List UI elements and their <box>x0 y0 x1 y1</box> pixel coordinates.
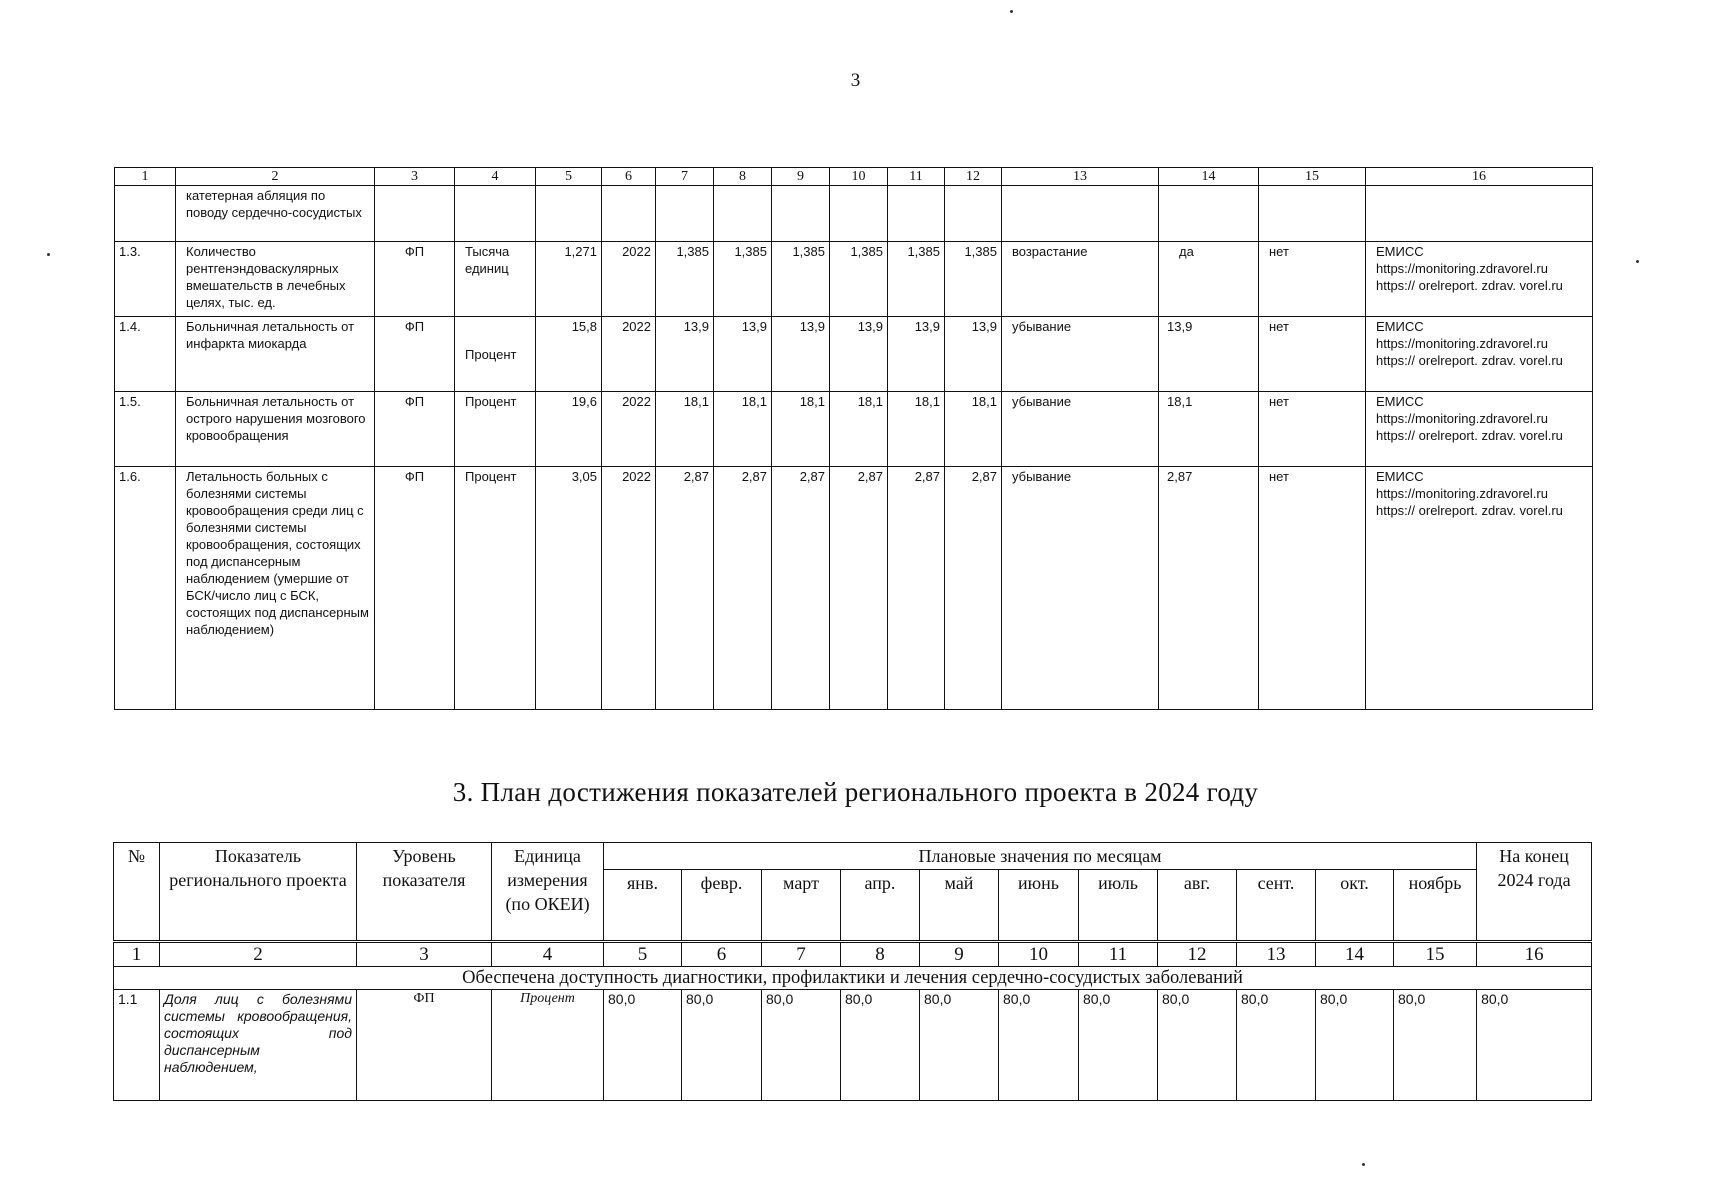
column-index: 5 <box>536 168 602 186</box>
column-index: 12 <box>1158 942 1237 967</box>
value-cell: 1,385 <box>830 242 888 317</box>
column-14-cell: 13,9 <box>1159 317 1259 392</box>
source-cell <box>1366 392 1593 467</box>
month-header: апр. <box>841 870 920 942</box>
month-header: февр. <box>682 870 762 942</box>
value-cell: 13,9 <box>714 317 772 392</box>
month-header: сент. <box>1237 870 1316 942</box>
source-name: ЕМИСС <box>1376 244 1424 259</box>
indicator-level: ФП <box>375 392 455 467</box>
scan-speck <box>1362 1163 1365 1166</box>
column-14-cell: да <box>1159 242 1259 317</box>
header-num: № <box>114 843 160 942</box>
column-index: 15 <box>1394 942 1477 967</box>
value-cell: 1,385 <box>714 242 772 317</box>
trend-cell: возрастание <box>1002 242 1159 317</box>
source-link: https:// orelreport. zdrav. vorel.ru <box>1376 353 1563 368</box>
source-link: https:// orelreport. zdrav. vorel.ru <box>1376 428 1563 443</box>
section-heading: Обеспечена доступность диагностики, профилактики и лечения сердечно-сосудистых заболеваний <box>114 967 1592 990</box>
value-cell: 18,1 <box>830 392 888 467</box>
value-cell: 80,0 <box>604 990 682 1101</box>
column-14-cell: 18,1 <box>1159 392 1259 467</box>
column-index: 13 <box>1002 168 1159 186</box>
table-header-row <box>115 168 1593 186</box>
column-15-cell: нет <box>1259 242 1366 317</box>
value-cell: 13,9 <box>888 317 945 392</box>
month-header: авг. <box>1158 870 1237 942</box>
column-index: 15 <box>1259 168 1366 186</box>
header-level: Уровень показателя <box>357 843 492 942</box>
value-cell: 80,0 <box>1237 990 1316 1101</box>
row-number: 1.4. <box>115 317 176 392</box>
base-year: 2022 <box>602 317 656 392</box>
indicator-unit: Процент <box>455 467 536 710</box>
plan-table <box>113 842 1592 1101</box>
column-index: 2 <box>160 942 357 967</box>
indicator-name: Доля лиц с болезнями системы кровообращения, состоящих под диспансерным наблюдением, <box>160 990 357 1101</box>
base-year: 2022 <box>602 467 656 710</box>
source-name: ЕМИСС <box>1376 469 1424 484</box>
source-name: ЕМИСС <box>1376 319 1424 334</box>
column-index: 12 <box>945 168 1002 186</box>
scan-speck <box>1636 260 1639 263</box>
source-name: ЕМИСС <box>1376 394 1424 409</box>
month-header: июнь <box>999 870 1079 942</box>
column-index: 16 <box>1366 168 1593 186</box>
indicator-name: Больничная летальность от инфаркта миокарда <box>176 317 375 392</box>
source-cell <box>1366 317 1593 392</box>
value-cell: 2,87 <box>772 467 830 710</box>
month-header: окт. <box>1316 870 1394 942</box>
column-14-cell: 2,87 <box>1159 467 1259 710</box>
table-row <box>115 392 1593 467</box>
source-link: https://monitoring.zdravorel.ru <box>1376 486 1548 501</box>
value-cell: 2,87 <box>714 467 772 710</box>
table-row <box>114 990 1592 1101</box>
value-cell: 1,385 <box>945 242 1002 317</box>
indicators-table <box>114 167 1593 710</box>
column-index: 8 <box>841 942 920 967</box>
table-row <box>115 317 1593 392</box>
header-unit: Единица измерения (по ОКЕИ) <box>492 843 604 942</box>
header-indicator: Показатель регионального проекта <box>160 843 357 942</box>
header-planned-values: Плановые значения по месяцам <box>604 843 1477 870</box>
column-index: 1 <box>115 168 176 186</box>
base-year: 2022 <box>602 242 656 317</box>
month-header: июль <box>1079 870 1158 942</box>
column-index: 6 <box>602 168 656 186</box>
value-cell: 80,0 <box>762 990 841 1101</box>
value-cell: 80,0 <box>841 990 920 1101</box>
base-value: 19,6 <box>536 392 602 467</box>
column-index: 13 <box>1237 942 1316 967</box>
indicator-level: ФП <box>375 317 455 392</box>
trend-cell: убывание <box>1002 467 1159 710</box>
continuation-text: катетерная абляция по поводу сердечно-сосудистых <box>176 186 375 242</box>
table-row-continuation <box>115 186 1593 242</box>
source-link: https:// orelreport. zdrav. vorel.ru <box>1376 503 1563 518</box>
column-index: 16 <box>1477 942 1592 967</box>
column-index: 9 <box>920 942 999 967</box>
column-15-cell: нет <box>1259 467 1366 710</box>
page-number: 3 <box>850 70 861 91</box>
source-link: https:// orelreport. zdrav. vorel.ru <box>1376 278 1563 293</box>
column-index: 3 <box>357 942 492 967</box>
column-index: 4 <box>492 942 604 967</box>
month-header: янв. <box>604 870 682 942</box>
column-index: 2 <box>176 168 375 186</box>
month-header: ноябрь <box>1394 870 1477 942</box>
source-link: https://monitoring.zdravorel.ru <box>1376 411 1548 426</box>
source-link: https://monitoring.zdravorel.ru <box>1376 336 1548 351</box>
indicator-name: Количество рентгенэндоваскулярных вмешательств в лечебных целях, тыс. ед. <box>176 242 375 317</box>
table-row <box>115 242 1593 317</box>
column-index: 14 <box>1316 942 1394 967</box>
indicator-level: ФП <box>375 242 455 317</box>
value-cell: 2,87 <box>830 467 888 710</box>
value-cell: 80,0 <box>999 990 1079 1101</box>
value-cell: 80,0 <box>1079 990 1158 1101</box>
source-link: https://monitoring.zdravorel.ru <box>1376 261 1548 276</box>
indicator-unit: Процент <box>455 317 536 392</box>
column-index: 9 <box>772 168 830 186</box>
column-index: 11 <box>888 168 945 186</box>
trend-cell: убывание <box>1002 317 1159 392</box>
source-cell <box>1366 242 1593 317</box>
table-row <box>115 467 1593 710</box>
value-cell: 80,0 <box>1158 990 1237 1101</box>
value-cell: 80,0 <box>920 990 999 1101</box>
value-cell: 13,9 <box>830 317 888 392</box>
value-cell: 18,1 <box>888 392 945 467</box>
header-end-of-year: На конец 2024 года <box>1477 843 1592 942</box>
value-cell: 13,9 <box>772 317 830 392</box>
row-number: 1.3. <box>115 242 176 317</box>
column-index: 3 <box>375 168 455 186</box>
column-index: 7 <box>656 168 714 186</box>
indicator-unit: Тысяча единиц <box>455 242 536 317</box>
column-index: 4 <box>455 168 536 186</box>
value-cell: 18,1 <box>772 392 830 467</box>
value-cell: 2,87 <box>888 467 945 710</box>
column-index: 14 <box>1159 168 1259 186</box>
indicator-unit: Процент <box>455 392 536 467</box>
header-row <box>114 843 1592 870</box>
value-cell: 2,87 <box>945 467 1002 710</box>
section-title: 3. План достижения показателей регионального проекта в 2024 году <box>452 777 1259 807</box>
scan-speck <box>1010 10 1013 13</box>
column-15-cell: нет <box>1259 317 1366 392</box>
column-index: 6 <box>682 942 762 967</box>
source-cell <box>1366 467 1593 710</box>
value-cell: 18,1 <box>945 392 1002 467</box>
base-value: 15,8 <box>536 317 602 392</box>
column-index: 5 <box>604 942 682 967</box>
month-header: март <box>762 870 841 942</box>
value-cell: 80,0 <box>1394 990 1477 1101</box>
value-cell: 18,1 <box>714 392 772 467</box>
base-value: 1,271 <box>536 242 602 317</box>
scan-speck <box>47 253 50 256</box>
indicator-level: ФП <box>375 467 455 710</box>
value-cell: 13,9 <box>945 317 1002 392</box>
value-cell: 1,385 <box>656 242 714 317</box>
row-number: 1.1 <box>114 990 160 1101</box>
value-cell: 1,385 <box>772 242 830 317</box>
trend-cell: убывание <box>1002 392 1159 467</box>
index-row <box>114 942 1592 967</box>
column-15-cell: нет <box>1259 392 1366 467</box>
column-index: 11 <box>1079 942 1158 967</box>
value-cell: 80,0 <box>1477 990 1592 1101</box>
column-index: 7 <box>762 942 841 967</box>
indicator-level: ФП <box>357 990 492 1101</box>
indicator-name: Больничная летальность от острого нарушения мозгового кровообращения <box>176 392 375 467</box>
value-cell: 1,385 <box>888 242 945 317</box>
value-cell: 80,0 <box>682 990 762 1101</box>
month-header: май <box>920 870 999 942</box>
column-index: 1 <box>114 942 160 967</box>
column-index: 10 <box>999 942 1079 967</box>
column-index: 8 <box>714 168 772 186</box>
value-cell: 13,9 <box>656 317 714 392</box>
indicator-unit: Процент <box>492 990 604 1101</box>
value-cell: 18,1 <box>656 392 714 467</box>
value-cell: 80,0 <box>1316 990 1394 1101</box>
row-number: 1.5. <box>115 392 176 467</box>
indicator-name: Летальность больных с болезнями системы кровообращения среди лиц с болезнями системы кровообращения, состоящих под диспансерным наблюдением (умершие от БСК/число лиц с БСК, состоящих под диспансерным наблюдением) <box>176 467 375 710</box>
base-year: 2022 <box>602 392 656 467</box>
value-cell: 2,87 <box>656 467 714 710</box>
column-index: 10 <box>830 168 888 186</box>
base-value: 3,05 <box>536 467 602 710</box>
section-row <box>114 967 1592 990</box>
row-number: 1.6. <box>115 467 176 710</box>
